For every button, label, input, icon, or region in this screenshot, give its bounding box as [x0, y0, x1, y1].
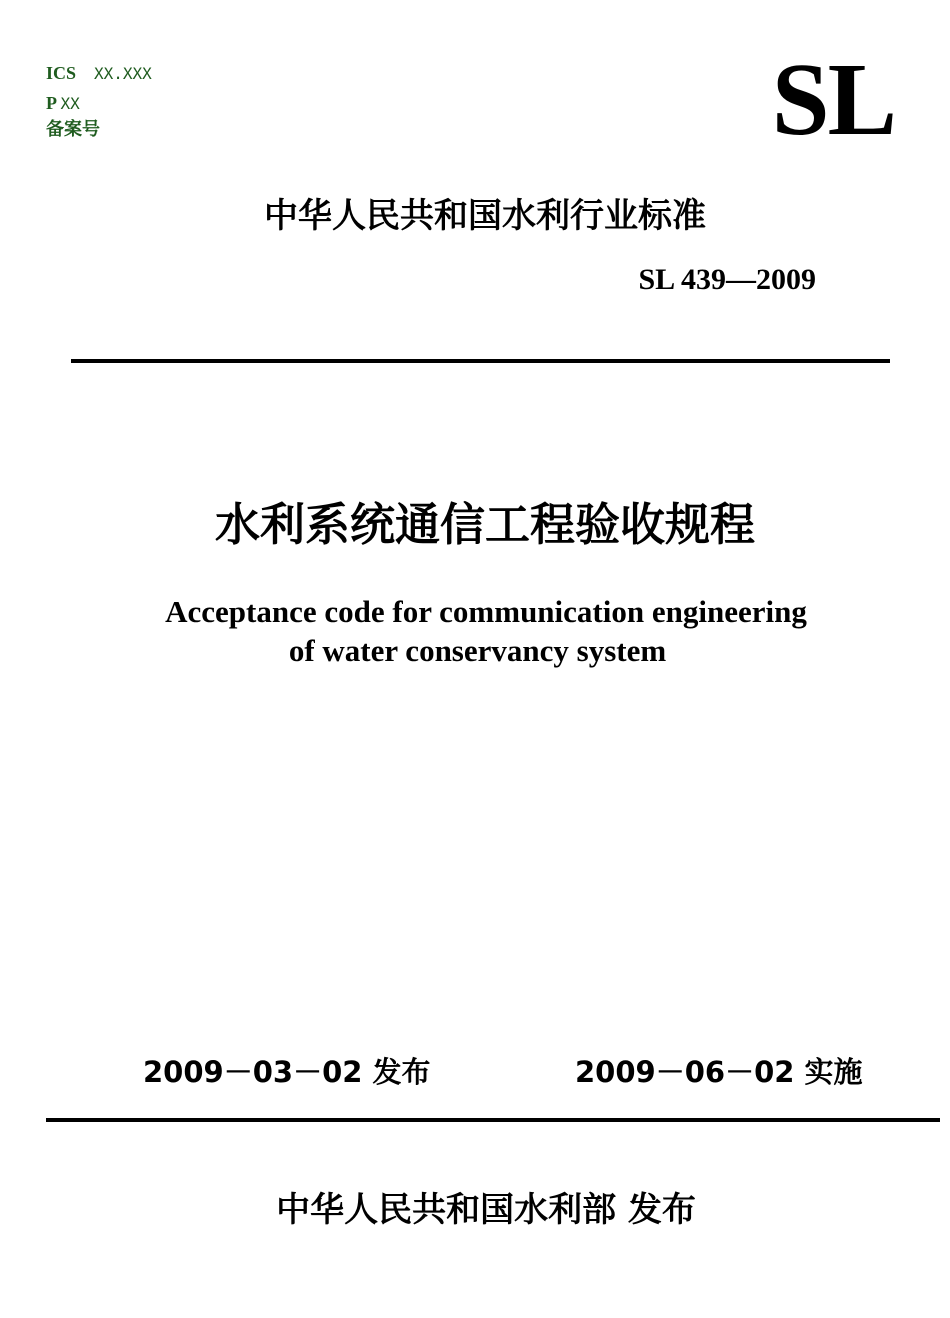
p-code [46, 92, 80, 115]
top-divider [71, 359, 890, 363]
record-label: 备案号 [46, 119, 100, 140]
document-title-cn: 水利系统通信工程验收规程 [214, 498, 755, 551]
publisher: 中华人民共和国水利部 发布 [276, 1190, 696, 1230]
record-number [46, 118, 100, 141]
issue-date: 2009－03－02 发布 [143, 1055, 431, 1089]
sl-logo: SL [771, 42, 895, 157]
bottom-divider [46, 1118, 940, 1122]
standard-number: SL 439—2009 [638, 263, 816, 296]
ics-label: ICS [46, 63, 77, 83]
p-label: P [46, 93, 57, 113]
document-title-en-line1: Acceptance code for communication engineering [165, 594, 807, 629]
ics-value: XX.XXX [94, 64, 152, 83]
standard-category: 中华人民共和国水利行业标准 [264, 196, 706, 236]
document-title-en-line2: of water conservancy system [288, 633, 667, 668]
effective-date: 2009－06－02 实施 [575, 1055, 863, 1089]
p-value: XX [60, 94, 80, 113]
ics-code [46, 62, 152, 85]
